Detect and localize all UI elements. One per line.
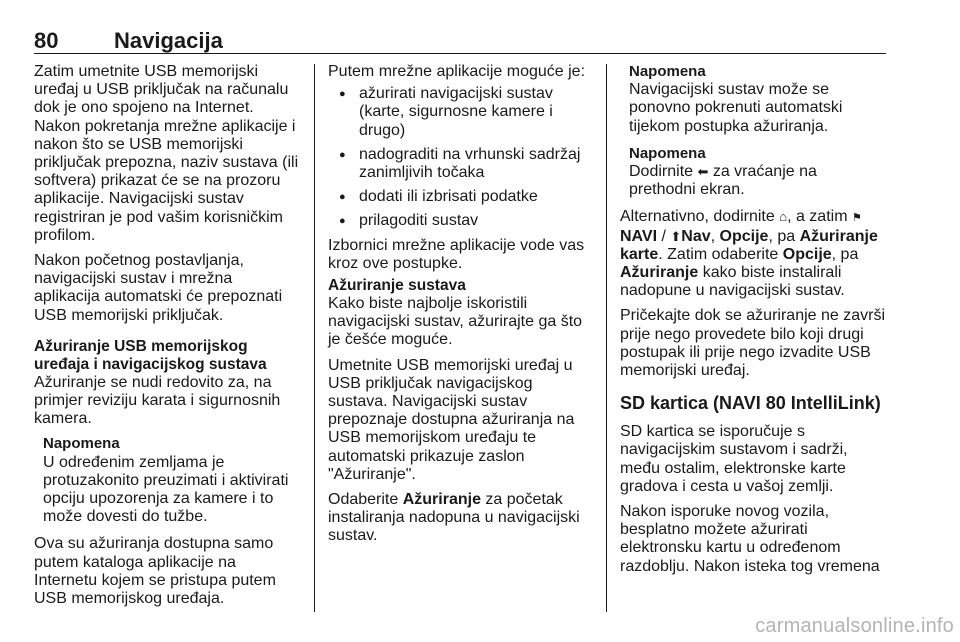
paragraph: Alternativno, dodirnite ⌂, a zatim ⚑NAVI / ⬆Nav, Opcije, pa Ažuriranje karte. Zatim odaberite Opcije, pa Ažuriranje kako biste instalirali nadopune u navigacijski sustav. <box>620 208 878 300</box>
paragraph: Pričekajte dok se ažuriranje ne završi prije nego provedete bilo koji drugi postupak ili prije nego izvadite USB memorijski uređaj. <box>620 307 886 380</box>
column-right <box>620 63 888 583</box>
paragraph: Putem mrežne aplikacije moguće je: <box>328 63 586 80</box>
list-item: ● ažurirati navigacijski sustav (karte, sigurnosne kamere i drugo) <box>328 85 592 140</box>
column-middle <box>328 63 592 553</box>
page-number: 80 <box>34 28 59 53</box>
paragraph: Zatim umetnite USB memorijski uređaj u USB priključak na računalu dok je ono spojeno na Internet. Nakon pokretanja mrežne aplikacije i nakon što se USB memorijski priključak prepozna, naziv sustava (ili softvera) prikazat će se na prozoru aplikacije. Navigacijski sustav registriran je pod vašim korisničkim profilom. <box>34 63 299 244</box>
bullet-list <box>328 85 592 230</box>
list-item: ● nadograditi na vrhunski sadržaj zanimljivih točaka <box>328 146 592 182</box>
paragraph: Umetnite USB memorijski uređaj u USB priključak navigacijskog sustava. Navigacijski sustav prepoznaje dostupna ažuriranja na USB memorijskom uređaju te automatski prikazuje zaslon "Ažuriranje". <box>328 356 575 483</box>
column-left <box>34 63 302 615</box>
ui-term: Ažuriranje <box>402 491 481 509</box>
column-divider <box>606 64 607 612</box>
paragraph: Nakon isporuke novog vozila, besplatno možete ažurirati elektronsku kartu u određenom razdoblju. Nakon isteka tog vremena <box>620 503 880 575</box>
note-box <box>43 435 302 526</box>
note-box <box>629 63 888 136</box>
note-text: Navigacijski sustav može se ponovno pokrenuti automatski tijekom postupka ažuriranja. <box>629 81 843 135</box>
subheading: Ažuriranje USB memorijskog uređaja i navigacijskog sustava <box>34 337 267 373</box>
paragraph: Nakon početnog postavljanja, navigacijski sustav i mrežna aplikacija automatski će prepoznati USB memorijski priključak. <box>34 252 283 324</box>
section-heading: SD kartica (NAVI 80 IntelliLink) <box>620 393 881 414</box>
note-box <box>629 145 888 200</box>
chapter-title: Navigacija <box>114 28 223 53</box>
note-title: Napomena <box>629 63 706 80</box>
paragraph: Ova su ažuriranja dostupna samo putem kataloga aplikacije na Internetu kojem se pristupa putem USB memorijskog uređaja. <box>34 535 276 608</box>
note-text: Dodirnite ⬅ za vraćanje na prethodni ekran. <box>629 163 817 199</box>
paragraph: Ažuriranje se nudi redovito za, na primjer reviziju karata i sigurnosnih kamera. <box>34 373 281 428</box>
watermark: carmanualsonline.info <box>755 615 954 637</box>
paragraph: Kako biste najbolje iskoristili navigacijski sustav, ažurirajte ga što je češće moguće. <box>328 295 583 349</box>
subheading: Ažuriranje sustava <box>328 277 466 295</box>
home-icon: ⌂ <box>779 209 788 225</box>
list-item: ● prilagoditi sustav <box>328 212 592 230</box>
back-arrow-icon: ⬅ <box>697 164 709 180</box>
list-item: ● dodati ili izbrisati podatke <box>328 188 592 206</box>
note-text: U određenim zemljama je protuzakonito preuzimati i aktivirati opciju upozorenja za kamere i to može dovesti do tužbe. <box>43 453 289 526</box>
flag-icon: ⚑ <box>851 212 862 225</box>
paragraph: Odaberite Ažuriranje za početak instaliranja nadopuna u navigacijski sustav. <box>328 491 580 545</box>
nav-arrow-icon: ⬆ <box>670 228 682 244</box>
note-title: Napomena <box>629 144 706 162</box>
paragraph: SD kartica se isporučuje s navigacijskim sustavom i sadrži, među ostalim, elektronske karte gradova i cesta u vašoj zemlji. <box>620 423 848 495</box>
note-title: Napomena <box>43 435 120 453</box>
column-divider <box>314 64 315 612</box>
page-header <box>34 28 886 54</box>
paragraph: Izbornici mrežne aplikacije vode vas kroz ove postupke. <box>328 236 585 272</box>
